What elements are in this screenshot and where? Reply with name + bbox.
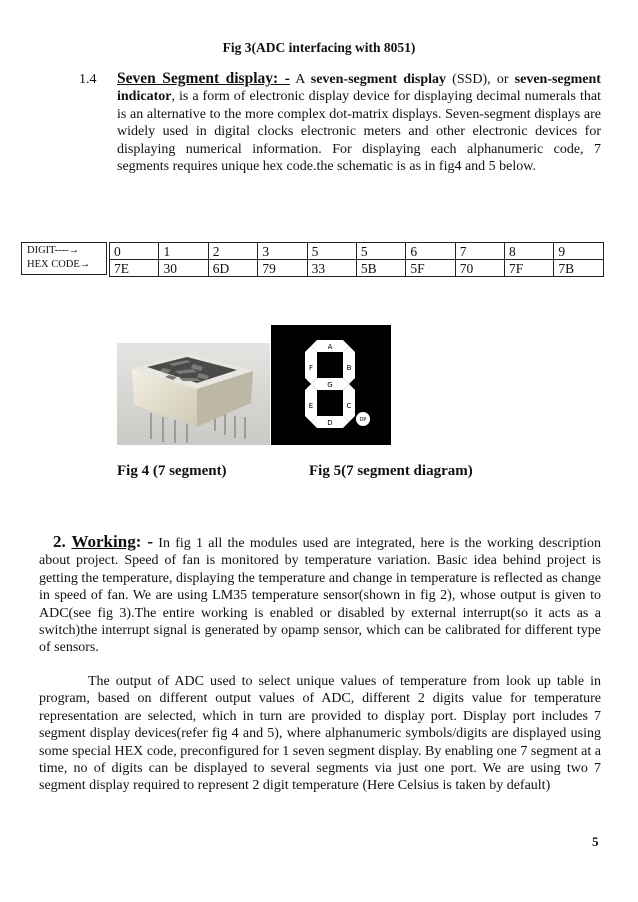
- seven-segment-diagram: [271, 325, 391, 445]
- figure3-caption: Fig 3(ADC interfacing with 8051): [222, 40, 416, 55]
- hex-cell: 70: [455, 260, 504, 277]
- hex-cell: 7B: [554, 260, 604, 277]
- label-g: G: [327, 381, 333, 389]
- label-c: C: [346, 402, 352, 410]
- digit-cell: 0: [110, 243, 159, 260]
- digit-cell: 2: [208, 243, 258, 260]
- working-number: 2.: [53, 532, 66, 551]
- hex-table-label: [21, 242, 107, 275]
- seven-segment-photo: [117, 343, 270, 445]
- hex-table: [109, 242, 604, 277]
- figure4-caption: Fig 4 (7 segment): [117, 463, 227, 479]
- label-dp: DP: [359, 417, 367, 423]
- section-body: [117, 70, 601, 175]
- working-text-1: In fig 1 all the modules used are integrated, here is the working description about project. Speed of fan is monitored by temperature variation. Basic idea behind project is getting the temperature, displaying the temperature and change in temperature is reflected as change in speed of fan. We are using LM35 temperature sensor(shown in fig 2), whose output is given to ADC(see fig 3).The entire working is enabled or disabled by external interrupt(so it acts as a switch)the interrupt signal is generated by opamp sensor, which can be calibrated for different type of sensors.: [39, 536, 601, 656]
- label-a: A: [327, 343, 333, 351]
- bold-term: seven-segment display: [310, 72, 447, 87]
- figure5-caption: Fig 5(7 segment diagram): [309, 463, 473, 479]
- working-paragraph-2: The output of ADC used to select unique values of temperature from look up table in program, based on different output values of ADC, different 2 digits value for temperature representation are selected, which in turn are provided to display port. Display port includes 7 segment display devices(refer fig 4 and 5), where alphanumeric symbols/digits are displayed using some special HEX code, preconfigured for 1 seven segment display. By enabling one 7 segment at a time, no of digits can be displayed to several segments via just one port. We are using two 7 segment display required to represent 2 digit temperature (Here Celsius is taken by default): [39, 674, 601, 794]
- digit-cell: 7: [455, 243, 504, 260]
- section-number: 1.4: [79, 72, 97, 87]
- digit-cell: 8: [505, 243, 554, 260]
- digit-row-label: DIGIT----→: [27, 245, 80, 256]
- digit-row: [110, 243, 604, 260]
- working-heading: [53, 532, 153, 551]
- label-e: E: [308, 402, 314, 410]
- section-text: , is a form of electronic display device for displaying decimal numerals that is an alternative to the more complex dot-matrix displays. Seven-segment displays are widely used in digital clocks electronic meters and other electronic devices for displaying numerical information. For displaying each alphanumeric code, 7 segments requires unique hex code.the schematic is as in fig4 and 5 below.: [117, 89, 601, 175]
- hex-cell: 33: [307, 260, 356, 277]
- hex-cell: 7E: [110, 260, 159, 277]
- hex-code-table: [21, 242, 604, 278]
- digit-cell: 5: [307, 243, 356, 260]
- bold-term: seven-segment indicator: [117, 72, 601, 105]
- hex-cell: 79: [258, 260, 307, 277]
- hex-cell: 5F: [406, 260, 455, 277]
- digit-cell: 9: [554, 243, 604, 260]
- digit-cell: 6: [406, 243, 455, 260]
- section-text: A: [289, 72, 311, 87]
- hex-row: [110, 260, 604, 277]
- digit-cell: 3: [258, 243, 307, 260]
- hex-row-label: HEX CODE→: [27, 259, 91, 270]
- label-b: B: [346, 364, 352, 372]
- hex-cell: 5B: [356, 260, 406, 277]
- digit-cell: 1: [159, 243, 208, 260]
- working-title: Working: [71, 532, 136, 551]
- hex-cell: 7F: [505, 260, 554, 277]
- page-number: 5: [592, 834, 599, 849]
- section-title: Seven Segment display: -: [117, 70, 290, 87]
- digit-cell: 5: [356, 243, 406, 260]
- hex-cell: 6D: [208, 260, 258, 277]
- label-d: D: [327, 419, 333, 427]
- label-f: F: [308, 364, 314, 372]
- hex-cell: 30: [159, 260, 208, 277]
- working-dash: : -: [135, 532, 154, 551]
- working-paragraph-1: [39, 533, 601, 657]
- section-text: (SSD), or: [446, 72, 515, 87]
